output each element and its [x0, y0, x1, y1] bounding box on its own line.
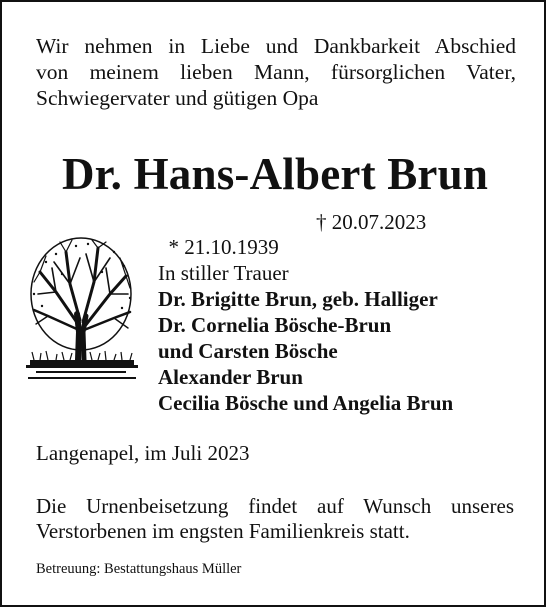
place-date: Langenapel, im Juli 2023 — [36, 441, 250, 465]
mourner-5: Cecilia Bösche und Angelia Brun — [158, 391, 454, 415]
intro-text — [36, 33, 516, 111]
mourner-4: Alexander Brun — [158, 365, 303, 389]
intro-line-2: von meinem lieben Mann, fürsorglichen Vater, — [36, 60, 516, 84]
tree-icon — [26, 232, 138, 382]
funeral-home-note: Betreuung: Bestattungshaus Müller — [36, 561, 242, 577]
mourner-2: Dr. Cornelia Bösche-Brun — [158, 313, 392, 337]
mourner-3: und Carsten Bösche — [158, 339, 338, 363]
burial-line-2: Verstorbenen im engsten Familienkreis statt. — [36, 519, 410, 543]
mourner-1: Dr. Brigitte Brun, geb. Halliger — [158, 287, 438, 311]
burial-line-1: Die Urnenbeisetzung findet auf Wunsch unseres — [36, 494, 514, 518]
intro-line-1: Wir nehmen in Liebe und Dankbarkeit Abschied — [36, 34, 516, 58]
deceased-name: Dr. Hans-Albert Brun — [61, 149, 489, 199]
death-date: † 20.07.2023 — [316, 210, 427, 234]
birth-date: * 21.10.1939 — [168, 235, 279, 259]
burial-text — [36, 494, 514, 544]
mourning-intro: In stiller Trauer — [158, 261, 289, 285]
intro-line-3: Schwiegervater und gütigen Opa — [36, 86, 319, 110]
mourners-block — [158, 260, 453, 416]
